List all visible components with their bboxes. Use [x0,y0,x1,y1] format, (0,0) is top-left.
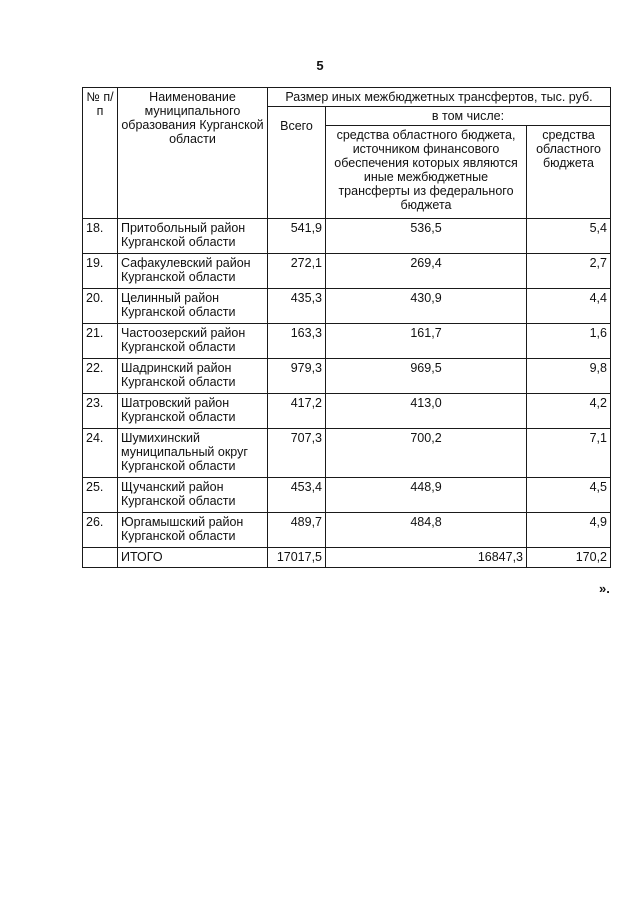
row-regional: 4,2 [527,394,611,429]
row-name: Частоозерский район Курганской области [118,324,268,359]
row-name: Целинный район Курганской области [118,289,268,324]
row-total: 541,9 [268,219,326,254]
row-regional: 4,5 [527,478,611,513]
header-including: в том числе: [326,107,611,126]
closing-quote-mark: ». [599,581,610,596]
row-total: 417,2 [268,394,326,429]
row-num: 23. [83,394,118,429]
row-regional: 5,4 [527,219,611,254]
row-regional: 9,8 [527,359,611,394]
row-name: Шатровский район Курганской области [118,394,268,429]
row-name: Сафакулевский район Курганской области [118,254,268,289]
row-num: 20. [83,289,118,324]
row-name: Щучанский район Курганской области [118,478,268,513]
totals-federal: 16847,3 [326,548,527,568]
row-total: 453,4 [268,478,326,513]
row-regional: 4,4 [527,289,611,324]
totals-total: 17017,5 [268,548,326,568]
row-federal: 269,4 [326,254,527,289]
totals-row [83,548,611,568]
totals-label: ИТОГО [118,548,268,568]
row-num: 18. [83,219,118,254]
row-total: 163,3 [268,324,326,359]
row-regional: 2,7 [527,254,611,289]
table-row [83,394,611,429]
table-row [83,324,611,359]
header-name: Наименование муниципального образования Курганской области [118,88,268,219]
row-name: Притобольный район Курганской области [118,219,268,254]
table-row [83,359,611,394]
table-row [83,219,611,254]
row-federal: 161,7 [326,324,527,359]
row-name: Юргамышский район Курганской области [118,513,268,548]
row-regional: 1,6 [527,324,611,359]
row-num: 22. [83,359,118,394]
row-federal: 700,2 [326,429,527,478]
row-total: 435,3 [268,289,326,324]
row-regional: 7,1 [527,429,611,478]
table-row [83,254,611,289]
header-num: № п/п [83,88,118,219]
row-total: 979,3 [268,359,326,394]
page-number: 5 [316,58,324,73]
header-size: Размер иных межбюджетных трансфертов, тыс. руб. [268,88,611,107]
totals-num [83,548,118,568]
row-total: 707,3 [268,429,326,478]
row-num: 25. [83,478,118,513]
header-regional: средства областного бюджета [527,126,611,219]
table-row [83,478,611,513]
table-row [83,513,611,548]
row-num: 24. [83,429,118,478]
transfers-table [82,87,611,568]
row-num: 26. [83,513,118,548]
header-federal-source: средства областного бюджета, источником финансового обеспечения которых являются иные межбюджетные трансферты из федерального бюджета [326,126,527,219]
row-federal: 484,8 [326,513,527,548]
header-row-1 [83,88,611,107]
row-name: Шадринский район Курганской области [118,359,268,394]
row-name: Шумихинский муниципальный округ Курганской области [118,429,268,478]
header-total: Всего [268,107,326,219]
row-total: 272,1 [268,254,326,289]
table-row [83,289,611,324]
row-federal: 430,9 [326,289,527,324]
row-federal: 413,0 [326,394,527,429]
row-regional: 4,9 [527,513,611,548]
row-federal: 536,5 [326,219,527,254]
row-federal: 448,9 [326,478,527,513]
row-total: 489,7 [268,513,326,548]
row-num: 19. [83,254,118,289]
table-row [83,429,611,478]
row-federal: 969,5 [326,359,527,394]
row-num: 21. [83,324,118,359]
totals-regional: 170,2 [527,548,611,568]
